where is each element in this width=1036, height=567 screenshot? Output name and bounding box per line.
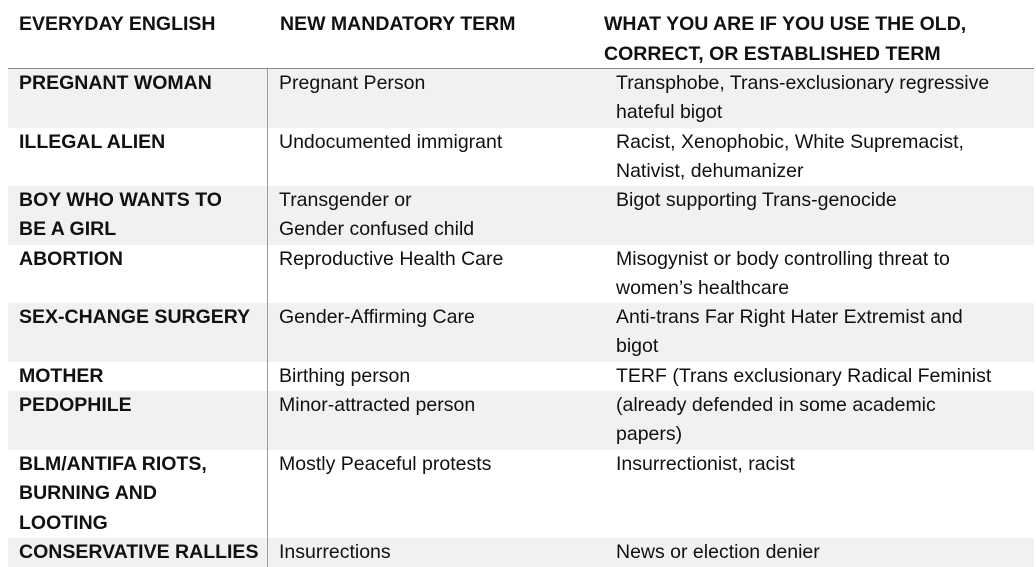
- everyday-term: BLM/ANTIFA RIOTS, BURNING AND LOOTING: [8, 450, 268, 538]
- table-row: [8, 391, 1034, 450]
- new-term: Undocumented immigrant: [279, 131, 503, 153]
- label-text: Misogynist or body controlling threat to women’s healthcare: [616, 248, 950, 300]
- everyday-term: PEDOPHILE: [8, 391, 268, 450]
- header-what-you-are: WHAT YOU ARE IF YOU USE THE OLD, CORRECT, OR ESTABLISHED TERM: [604, 13, 967, 65]
- label-text: Insurrectionist, racist: [616, 453, 795, 475]
- label-text: News or election denier: [616, 541, 820, 563]
- everyday-term: CONSERVATIVE RALLIES: [8, 538, 268, 567]
- table-row: [8, 245, 1034, 303]
- header-new-mandatory-term: NEW MANDATORY TERM: [280, 13, 516, 35]
- terms-table: [8, 8, 1034, 567]
- table-row: [8, 186, 1034, 245]
- header-everyday-english: EVERYDAY ENGLISH: [19, 13, 216, 35]
- new-term: Gender-Affirming Care: [279, 306, 475, 328]
- everyday-term: ABORTION: [8, 245, 268, 304]
- new-term: Pregnant Person: [279, 72, 426, 94]
- everyday-term: BOY WHO WANTS TO BE A GIRL: [8, 186, 268, 245]
- table-row: [8, 69, 1034, 128]
- everyday-term: PREGNANT WOMAN: [8, 69, 268, 128]
- label-text: Bigot supporting Trans-genocide: [616, 189, 897, 211]
- label-text: (already defended in some academic papers): [616, 394, 936, 446]
- new-term: Insurrections: [279, 541, 391, 563]
- table-row: [8, 538, 1034, 567]
- table-header: [8, 8, 1034, 69]
- label-text: TERF (Trans exclusionary Radical Feminist: [616, 365, 992, 387]
- label-text: Anti-trans Far Right Hater Extremist and bigot: [616, 306, 963, 358]
- everyday-term: SEX-CHANGE SURGERY: [8, 303, 268, 362]
- table-row: [8, 362, 1034, 391]
- label-text: Racist, Xenophobic, White Supremacist, Nativist, dehumanizer: [616, 131, 964, 183]
- label-text: Transphobe, Trans-exclusionary regressive hateful bigot: [616, 72, 990, 124]
- new-term: Reproductive Health Care: [279, 248, 504, 270]
- new-term: Transgender or Gender confused child: [279, 189, 475, 241]
- new-term: Mostly Peaceful protests: [279, 453, 492, 475]
- new-term: Birthing person: [279, 365, 411, 387]
- new-term: Minor-attracted person: [279, 394, 476, 416]
- table-row: [8, 128, 1034, 186]
- everyday-term: MOTHER: [8, 362, 268, 391]
- table-row: [8, 450, 1034, 538]
- table-row: [8, 303, 1034, 362]
- everyday-term: ILLEGAL ALIEN: [8, 128, 268, 187]
